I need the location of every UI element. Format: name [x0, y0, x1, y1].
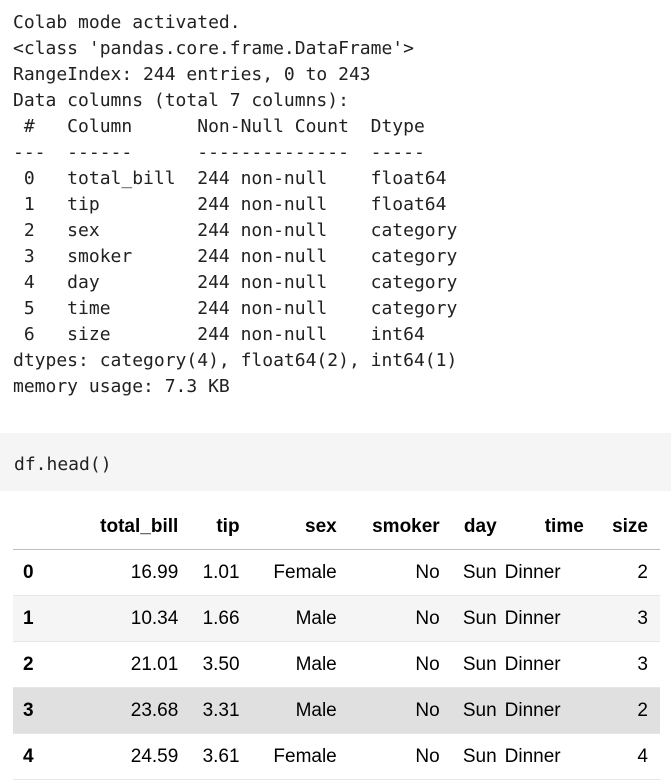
table-cell: 4 — [584, 734, 660, 780]
code-editor[interactable]: df.head() — [14, 454, 112, 475]
table-row — [13, 550, 660, 596]
table-cell: 3.50 — [178, 642, 239, 688]
table-cell: 3 — [584, 642, 660, 688]
table-cell: Male — [240, 688, 337, 734]
table-cell: 1.66 — [178, 596, 239, 642]
table-cell: No — [337, 642, 440, 688]
table-cell: Male — [240, 642, 337, 688]
output-line: Colab mode activated. — [13, 12, 241, 33]
table-cell: 2 — [584, 550, 660, 596]
table-cell: Dinner — [497, 688, 584, 734]
dataframe-table — [13, 504, 660, 780]
table-cell: No — [337, 550, 440, 596]
table-cell: 2 — [584, 688, 660, 734]
output-line: 3 smoker 244 non-null category — [13, 246, 458, 267]
column-header: sex — [240, 504, 337, 550]
table-row — [13, 596, 660, 642]
row-index: 4 — [13, 734, 61, 780]
table-row — [13, 734, 660, 780]
output-line: 2 sex 244 non-null category — [13, 220, 458, 241]
column-header: size — [584, 504, 660, 550]
table-cell: 21.01 — [61, 642, 178, 688]
table-cell: No — [337, 734, 440, 780]
table-cell: Female — [240, 734, 337, 780]
output-line: --- ------ -------------- ----- — [13, 142, 458, 163]
row-index: 1 — [13, 596, 61, 642]
table-cell: Female — [240, 550, 337, 596]
table-cell: 23.68 — [61, 688, 178, 734]
row-index: 0 — [13, 550, 61, 596]
column-header: total_bill — [61, 504, 178, 550]
table-cell: 10.34 — [61, 596, 178, 642]
output-line: # Column Non-Null Count Dtype — [13, 116, 458, 137]
index-header — [13, 504, 61, 550]
table-cell: 24.59 — [61, 734, 178, 780]
table-cell: No — [337, 688, 440, 734]
table-header-row — [13, 504, 660, 550]
output-line: 1 tip 244 non-null float64 — [13, 194, 458, 215]
table-cell: Sun — [440, 596, 497, 642]
column-header: day — [440, 504, 497, 550]
table-cell: Dinner — [497, 596, 584, 642]
table-cell: 3.31 — [178, 688, 239, 734]
output-line: 4 day 244 non-null category — [13, 272, 458, 293]
output-line: 6 size 244 non-null int64 — [13, 324, 458, 345]
output-line: RangeIndex: 244 entries, 0 to 243 — [13, 64, 371, 85]
table-cell: Sun — [440, 688, 497, 734]
table-cell: 1.01 — [178, 550, 239, 596]
row-index: 3 — [13, 688, 61, 734]
table-cell: No — [337, 596, 440, 642]
table-cell: Dinner — [497, 734, 584, 780]
table-cell: Male — [240, 596, 337, 642]
table-row — [13, 688, 660, 734]
table-cell: Dinner — [497, 642, 584, 688]
output-line: 0 total_bill 244 non-null float64 — [13, 168, 458, 189]
column-header: tip — [178, 504, 239, 550]
dataframe-info-output — [13, 10, 457, 400]
table-cell: Sun — [440, 550, 497, 596]
output-line: <class 'pandas.core.frame.DataFrame'> — [13, 38, 414, 59]
output-line: Data columns (total 7 columns): — [13, 90, 349, 111]
table-cell: 3 — [584, 596, 660, 642]
column-header: time — [497, 504, 584, 550]
table-cell: Dinner — [497, 550, 584, 596]
table-cell: Sun — [440, 734, 497, 780]
row-index: 2 — [13, 642, 61, 688]
code-cell[interactable] — [0, 433, 671, 491]
output-line: 5 time 244 non-null category — [13, 298, 458, 319]
table-row — [13, 642, 660, 688]
output-line: memory usage: 7.3 KB — [13, 376, 230, 397]
table-cell: Sun — [440, 642, 497, 688]
table-cell: 16.99 — [61, 550, 178, 596]
output-line: dtypes: category(4), float64(2), int64(1) — [13, 350, 458, 371]
table-cell: 3.61 — [178, 734, 239, 780]
column-header: smoker — [337, 504, 440, 550]
